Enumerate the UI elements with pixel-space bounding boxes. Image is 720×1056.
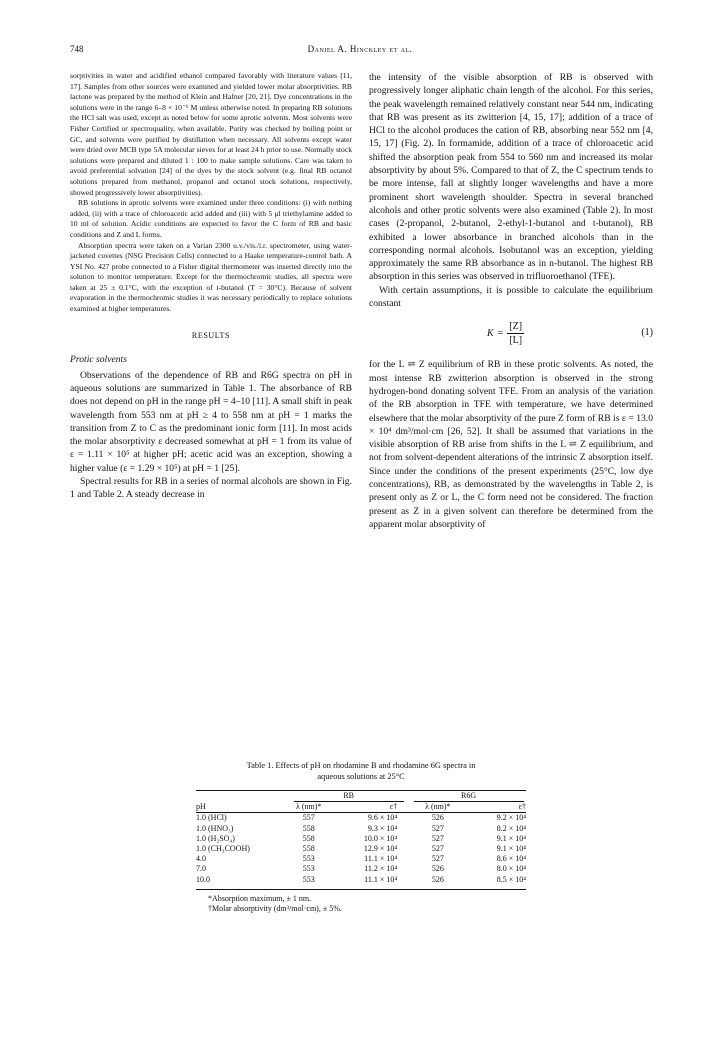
cell-ph: 1.0 (HNO₃) — [196, 823, 234, 833]
cell-epsilon-rb: 11.1 × 10⁴ — [364, 854, 398, 864]
footnote-absorption: *Absorption maximum, ± 1 nm. — [208, 893, 312, 903]
cell-lambda-rb: 558 — [302, 833, 315, 843]
table-row — [196, 834, 526, 844]
column-header-lambda-r6g: λ (nm)* — [425, 802, 451, 812]
cell-lambda-rb: 553 — [302, 864, 315, 874]
equation-numerator: [Z] — [509, 321, 523, 333]
column-header-epsilon-r6g: ε† — [518, 802, 526, 812]
table-row — [196, 813, 526, 823]
cell-lambda-rb: 553 — [302, 854, 315, 864]
column-header-lambda-rb: λ (nm)* — [295, 802, 322, 812]
results-text — [70, 369, 352, 502]
table-column-header-row — [196, 802, 526, 812]
cell-lambda-rb: 553 — [302, 874, 315, 884]
right-paragraph-1: the intensity of the visible absorption of RB is observed with progressively longer aliphatic chain length of the alcohol. For this series, the peak wavelength remained relatively constant near 544 nm, indicating that RB was present as its zwitterion [4, 15, 17]; addition of a trace of HCl to the alcohol produces the cation of RB, absorbing near 552 nm [4, 15, 17] (Fig. 2). In formamide, addition of a trace of chloroacetic acid shifted the absorption peak from 554 to 560 nm and increased its molar absorptivity by about 5%. Compared to that of Z, the C spectrum tends to be more intense, fall at slightly longer wavelengths and have a more prominent short wavelength shoulder. Spectra in several branched alcohols and other protic solvents were also examined (Table 2). In most cases (2-propanol, 2-butanol, 2-ethyl-1-butanol and t-butanol), RB exhibited a lower absorbance in branched alcohols than in the corresponding normal alcohols. Isobutanol was an exception, yielding approximately the same RB absorbance as in n-butanol. The highest RB absorption in this series was observed in trifluoroethanol (TFE). — [369, 72, 653, 283]
cell-ph: 1.0 (CH₃COOH) — [196, 844, 250, 854]
cell-lambda-r6g: 527 — [431, 844, 444, 854]
subsection-heading: Protic solvents — [70, 353, 127, 365]
right-text-bottom — [369, 358, 653, 531]
methods-paragraph-3: Absorption spectra were taken on a Varian 2300 u.v./vis./i.r. spectrometer, using water-jacketed cuvettes (NSG Precision Cells) connected to a Haake temperature-control bath. A YSI No. 427 probe connected to a Fisher digital thermometer was inserted directly into the solution to monitor temperature. Except for the thermochromic studies, all spectra were taken at 25 ± 0.1°C, with the exception of t-butanol (T = 30°C). Because of solvent evaporation in the thermochromic studies it was necessary periodically to replace solutions examined at higher temperatures. — [70, 240, 352, 314]
cell-lambda-rb: 557 — [302, 813, 315, 823]
cell-epsilon-r6g: 9.1 × 10⁴ — [496, 833, 526, 843]
right-text-top — [369, 71, 653, 310]
cell-epsilon-rb: 10.0 × 10⁴ — [363, 833, 398, 843]
cell-lambda-rb: 558 — [302, 844, 315, 854]
cell-lambda-r6g: 526 — [431, 864, 444, 874]
column-header-epsilon-rb: ε† — [389, 802, 398, 812]
table-footnotes — [196, 894, 526, 914]
cell-ph: 7.0 — [196, 864, 206, 874]
table-caption-line-2: aqueous solutions at 25°C — [317, 772, 405, 781]
cell-epsilon-rb: 9.3 × 10⁴ — [367, 823, 398, 833]
cell-ph: 1.0 (H₂SO₄) — [196, 833, 235, 843]
methods-text — [70, 71, 352, 315]
cell-epsilon-rb: 9.6 × 10⁴ — [367, 813, 398, 823]
equation-denominator: [L] — [509, 335, 523, 347]
cell-lambda-r6g: 527 — [431, 823, 444, 833]
cell-epsilon-rb: 12.9 × 10⁴ — [363, 844, 398, 854]
table-row — [196, 844, 526, 854]
group-header-rb: RB — [286, 791, 411, 802]
equation-fraction — [507, 320, 524, 347]
results-heading: RESULTS — [191, 330, 231, 340]
cell-ph: 1.0 (HCl) — [196, 813, 227, 823]
equation-number: (1) — [641, 327, 653, 339]
table-caption-line-1: Table 1. Effects of pH on rhodamine B and rhodamine 6G spectra in — [246, 761, 476, 770]
cell-epsilon-rb: 11.2 × 10⁴ — [364, 864, 398, 874]
cell-lambda-r6g: 527 — [431, 833, 444, 843]
results-paragraph-2: Spectral results for RB in a series of normal alcohols are shown in Fig. 1 and Table 2. A steady decrease in — [70, 476, 352, 501]
table-row — [196, 854, 526, 864]
right-paragraph-3: for the L ⇌ Z equilibrium of RB in these protic solvents. As noted, the most intense RB zwitterion absorption is observed in the strong hydrogen-bond donating solvent TFE. From an analysis of the variation of the RB absorption in TFE with temperature, we have determined elsewhere that the molar absorptivity of the pure Z form of RB is ε = 13.0 × 10⁴ dm³/mol·cm [26, 52]. It shall be assumed that variations in the visible absorption of RB arise from shifts in the L ⇌ Z equilibrium, and not from solvent-dependent alterations of the intrinsic Z absorption itself. Since under the conditions of the present experiments (25°C, low dye concentrations), RB, as demonstrated by the wavelengths in Table 2, is present only as Z or L, the C form need not be considered. The fraction present as Z in a given solvent can therefore be determined from the apparent molar absorptivity of — [369, 359, 653, 530]
cell-lambda-r6g: 526 — [431, 813, 444, 823]
right-paragraph-2: With certain assumptions, it is possible to calculate the equilibrium constant — [369, 284, 653, 310]
cell-lambda-rb: 558 — [302, 823, 315, 833]
results-paragraph-1: Observations of the dependence of RB and R6G spectra on pH in aqueous solutions are summarized in Table 1. The absorbance of RB does not depend on pH in the range pH = 4–10 [11]. A small shift in peak wavelength from 553 nm at pH ≥ 4 to 558 nm at pH = 1 marks the transition from Z to C as the predominant ionic form [11]. In most acids the molar absorptivity ε decreased somewhat at pH = 1 from its value of ε = 1.11 × 10⁵ at higher pH; acetic acid was an exception, showing a higher value (ε = 1.29 × 10⁵) at pH = 1 [25]. — [70, 369, 352, 474]
table-row — [196, 824, 526, 834]
equation-equals: = — [497, 328, 504, 340]
cell-epsilon-r6g: 8.6 × 10⁴ — [496, 854, 526, 864]
column-header-ph: pH — [196, 802, 206, 812]
methods-paragraph-1: sorptivities in water and acidified ethanol compared favorably with literature values [11, 17]. Samples from other sources were examined and yielded lower molar absorptivities. RB lactone was prepared by the method of Klein and Hafner [20, 21]. Dye concentrations in the solutions were in the range 6–8 × 10⁻⁶ M unless otherwise noted. In preparing RB solutions the HCl salt was used, except as noted below for some aprotic solvents. Most solvents were Fisher Certified or spectroquality, when available. Purity was checked by boiling point or GC, and solvents were purified by distillation when necessary. All solvents except water were dried over MCB type 5A molecular sieves for at least 24 h prior to use. Normally stock solutions were prepared and diluted 1 : 100 to make sample solutions. Care was taken to avoid preferential solvation [24] of the dyes by the stock solvent (e.g. final RB octanol solutions prepared from methanol, propanol and octanol stock solutions, respectively, showed progressively lower absorptivities). — [70, 71, 352, 197]
table-bottom-rule — [196, 889, 526, 890]
cell-epsilon-r6g: 8.5 × 10⁴ — [496, 874, 526, 884]
methods-paragraph-2: RB solutions in aprotic solvents were examined under three conditions: (i) with nothing added, (ii) with a trace of chloroacetic acid added and (iii) with 5 μl triethylamine added to 10 ml of solution. Acidic conditions are expected to favor the C form of RB and basic conditions and Z and L forms. — [70, 198, 352, 239]
page-header — [70, 44, 650, 58]
running-title: Daniel A. Hinckley et al. — [307, 44, 413, 54]
cell-ph: 4.0 — [196, 854, 206, 864]
footnote-absorptivity: †Molar absorptivity (dm³/mol·cm), ± 5%. — [208, 904, 342, 914]
cell-epsilon-r6g: 8.2 × 10⁴ — [496, 823, 526, 833]
table-row — [196, 875, 526, 885]
right-column — [369, 71, 653, 531]
table-body — [196, 813, 526, 884]
cell-epsilon-rb: 11.1 × 10⁴ — [364, 874, 398, 884]
table-1 — [196, 760, 526, 914]
equation-lhs: K — [487, 328, 494, 340]
table-caption — [196, 760, 526, 782]
equation-1 — [369, 316, 653, 354]
cell-epsilon-r6g: 9.2 × 10⁴ — [496, 813, 526, 823]
page-number: 748 — [70, 44, 84, 54]
group-header-r6g: R6G — [411, 791, 526, 802]
cell-lambda-r6g: 527 — [431, 854, 444, 864]
cell-ph: 10.0 — [196, 874, 210, 884]
cell-epsilon-r6g: 9.1 × 10⁴ — [496, 844, 526, 854]
left-column — [70, 71, 352, 502]
table-row — [196, 864, 526, 874]
cell-lambda-r6g: 526 — [431, 874, 444, 884]
table-group-header-row — [196, 791, 526, 802]
cell-epsilon-r6g: 8.0 × 10⁴ — [496, 864, 526, 874]
data-table — [196, 791, 526, 885]
